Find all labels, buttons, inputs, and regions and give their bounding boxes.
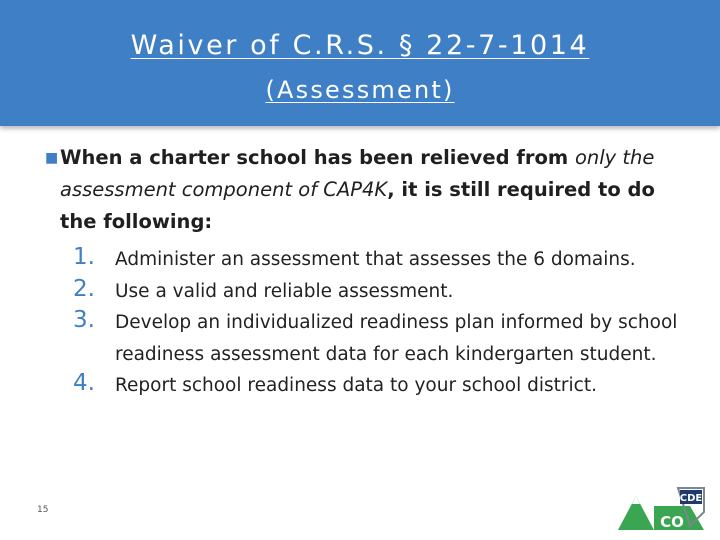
list-item-text: Administer an assessment that assesses the 6 domains.	[115, 249, 636, 270]
slide-content	[45, 142, 695, 402]
list-item	[73, 307, 695, 370]
list-item	[73, 370, 695, 402]
logo-top-text: CDE	[679, 493, 703, 504]
cde-logo	[618, 482, 708, 530]
list-item-text: Report school readiness data to your school district.	[115, 375, 597, 396]
list-item	[73, 276, 695, 308]
list-number: 1.	[73, 244, 95, 270]
bullet-text-before: When a charter school has been relieved from	[60, 146, 575, 169]
list-item	[73, 244, 695, 276]
list-number: 3.	[73, 307, 95, 333]
square-bullet-icon: ■	[45, 150, 59, 166]
slide-subtitle: (Assessment)	[265, 76, 455, 104]
list-item-text: Use a valid and reliable assessment.	[115, 280, 454, 302]
requirements-list	[73, 244, 695, 402]
main-bullet	[45, 142, 695, 238]
title-banner	[0, 0, 720, 126]
bullet-italic-text: only the assessment component of CAP4K	[60, 146, 655, 201]
list-item-text: Develop an individualized readiness plan informed by school readiness assessment data for each kindergarten student.	[115, 312, 678, 365]
slide-number: 15	[37, 505, 49, 515]
list-number: 4.	[73, 370, 95, 396]
slide-title: Waiver of C.R.S. § 22-7-1014	[130, 30, 590, 61]
logo-bottom-text: CO	[660, 513, 684, 530]
bullet-text-after: , it is still required to do the following:	[60, 178, 655, 233]
mountain-snowcap	[632, 496, 640, 504]
list-number: 2.	[73, 275, 95, 302]
